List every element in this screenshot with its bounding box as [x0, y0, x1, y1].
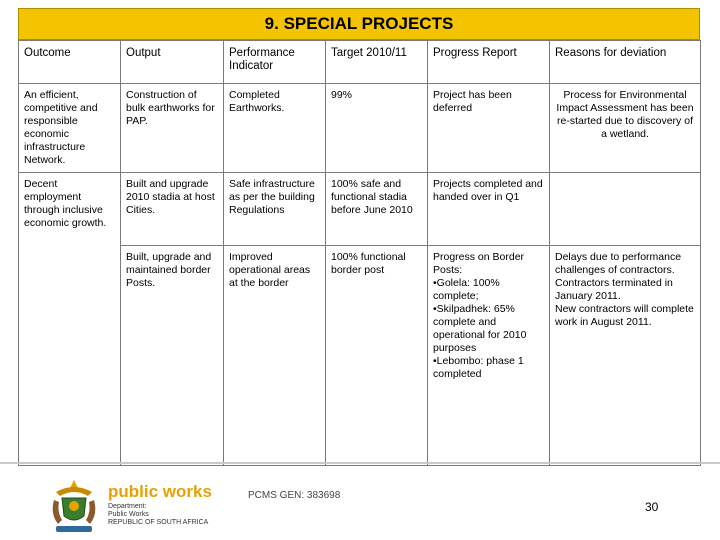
table-cell: Built, upgrade and maintained border Posts.	[121, 246, 224, 466]
table-cell: Progress on Border Posts: •Golela: 100% complete; •Skilpadhek: 65% complete and operational for 2010 purposes •Lebombo: phase 1 completed	[428, 246, 550, 466]
table-cell: Completed Earthworks.	[224, 84, 326, 173]
table-cell: Projects completed and handed over in Q1	[428, 173, 550, 246]
section-title-bar	[18, 8, 700, 40]
page-number: 30	[645, 500, 659, 514]
section-title: 9. SPECIAL PROJECTS	[264, 14, 454, 33]
table-cell: Built and upgrade 2010 stadia at host Cities.	[121, 173, 224, 246]
header-output: Output	[121, 41, 224, 84]
table-cell: 100% safe and functional stadia before June 2010	[326, 173, 428, 246]
footer-divider	[0, 462, 720, 464]
table-row	[19, 173, 701, 246]
header-progress-report: Progress Report	[428, 41, 550, 84]
table-cell: Process for Environmental Impact Assessment has been re-started due to discovery of a wetland.	[550, 84, 701, 173]
table-row	[19, 246, 701, 466]
table-cell: Improved operational areas at the border	[224, 246, 326, 466]
table-cell: 100% functional border post	[326, 246, 428, 466]
table-cell: An efficient, competitive and responsible economic infrastructure Network.	[19, 84, 121, 173]
header-target: Target 2010/11	[326, 41, 428, 84]
table-cell: Delays due to performance challenges of contractors. Contractors terminated in January 2011. New contractors will complete work in August 2011.	[550, 246, 701, 466]
table-cell: Project has been deferred	[428, 84, 550, 173]
special-projects-table	[18, 40, 701, 466]
table-cell: Safe infrastructure as per the building Regulations	[224, 173, 326, 246]
table-cell: 99%	[326, 84, 428, 173]
document-reference: PCMS GEN: 383698	[248, 490, 341, 501]
table-cell: Decent employment through inclusive economic growth.	[19, 173, 121, 466]
table-header-row	[19, 41, 701, 84]
header-reasons-for-deviation: Reasons for deviation	[550, 41, 701, 84]
header-outcome: Outcome	[19, 41, 121, 84]
table-cell	[550, 173, 701, 246]
brand-name: public works	[108, 482, 212, 501]
table-row	[19, 84, 701, 173]
coat-of-arms-icon	[48, 478, 100, 536]
brand-subtitle: Department: Public Works REPUBLIC OF SOUTH AFRICA	[108, 503, 209, 526]
table-cell: Construction of bulk earthworks for PAP.	[121, 84, 224, 173]
header-performance-indicator: Performance Indicator	[224, 41, 326, 84]
